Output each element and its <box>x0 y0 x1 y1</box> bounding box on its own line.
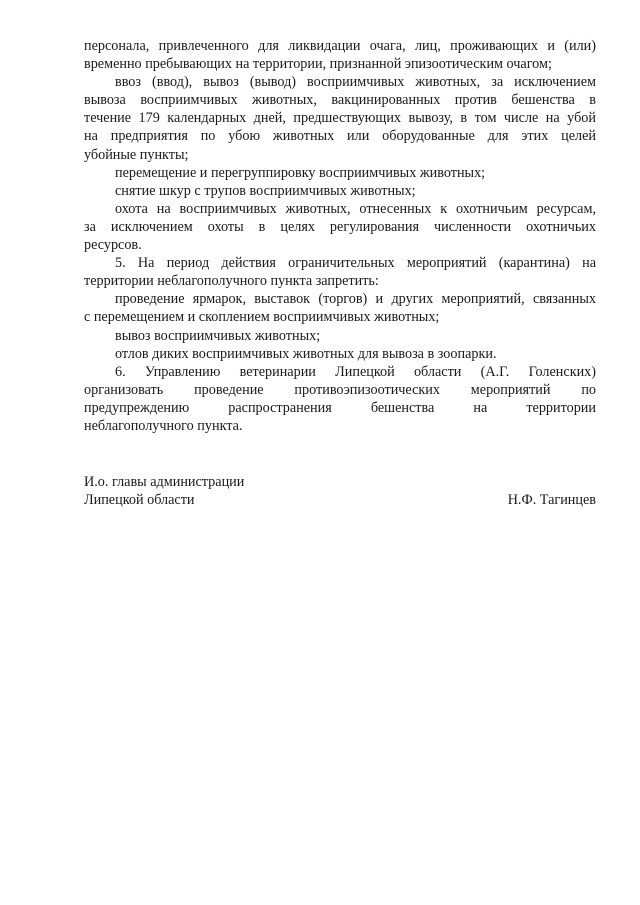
text-line: с перемещением и скоплением восприимчивых животных; <box>84 309 440 326</box>
text-line: неблагополучного пункта. <box>84 417 243 434</box>
text-line: предупреждению распространения бешенства на территории <box>84 399 596 416</box>
document-body <box>84 37 596 435</box>
text-line: на предприятия по убою животных или оборудованные для этих целей <box>84 128 596 145</box>
signature-block <box>84 473 596 509</box>
text-line: перемещение и перегруппировку восприимчивых животных; <box>115 164 486 181</box>
text-line: 6. Управлению ветеринарии Липецкой области (А.Г. Голенских) <box>115 363 596 380</box>
signer-position-line-2: Липецкой области <box>84 492 195 509</box>
text-line: территории неблагополучного пункта запретить: <box>84 273 379 290</box>
text-line: временно пребывающих на территории, признанной эпизоотическим очагом; <box>84 56 552 73</box>
text-line: убойные пункты; <box>84 146 189 163</box>
signature-row-1 <box>84 473 596 491</box>
text-line: 5. На период действия ограничительных мероприятий (карантина) на <box>115 255 596 272</box>
text-line: персонала, привлеченного для ликвидации очага, лиц, проживающих и (или) <box>84 38 596 54</box>
signature-row-2 <box>84 491 596 509</box>
text-line: за исключением охоты в целях регулирования численности охотничьих <box>84 218 596 235</box>
text-line: проведение ярмарок, выставок (торгов) и других мероприятий, связанных <box>115 291 596 308</box>
text-line: организовать проведение противоэпизоотических мероприятий по <box>84 381 596 398</box>
signer-position-line-1: И.о. главы администрации <box>84 474 245 490</box>
text-line: течение 179 календарных дней, предшествующих вывозу, в том числе на убой <box>84 110 596 127</box>
text-line: охота на восприимчивых животных, отнесенных к охотничьим ресурсам, <box>115 200 596 217</box>
text-line: снятие шкур с трупов восприимчивых животных; <box>115 182 416 199</box>
text-line: ресурсов. <box>84 237 142 254</box>
text-line: отлов диких восприимчивых животных для вывоза в зоопарки. <box>115 345 497 362</box>
text-line: ввоз (ввод), вывоз (вывод) восприимчивых животных, за исключением <box>115 74 596 91</box>
text-line: вывоз восприимчивых животных; <box>115 327 321 344</box>
text-line: вывоза восприимчивых животных, вакцинированных против бешенства в <box>84 92 596 109</box>
signer-name: Н.Ф. Тагинцев <box>507 492 596 509</box>
